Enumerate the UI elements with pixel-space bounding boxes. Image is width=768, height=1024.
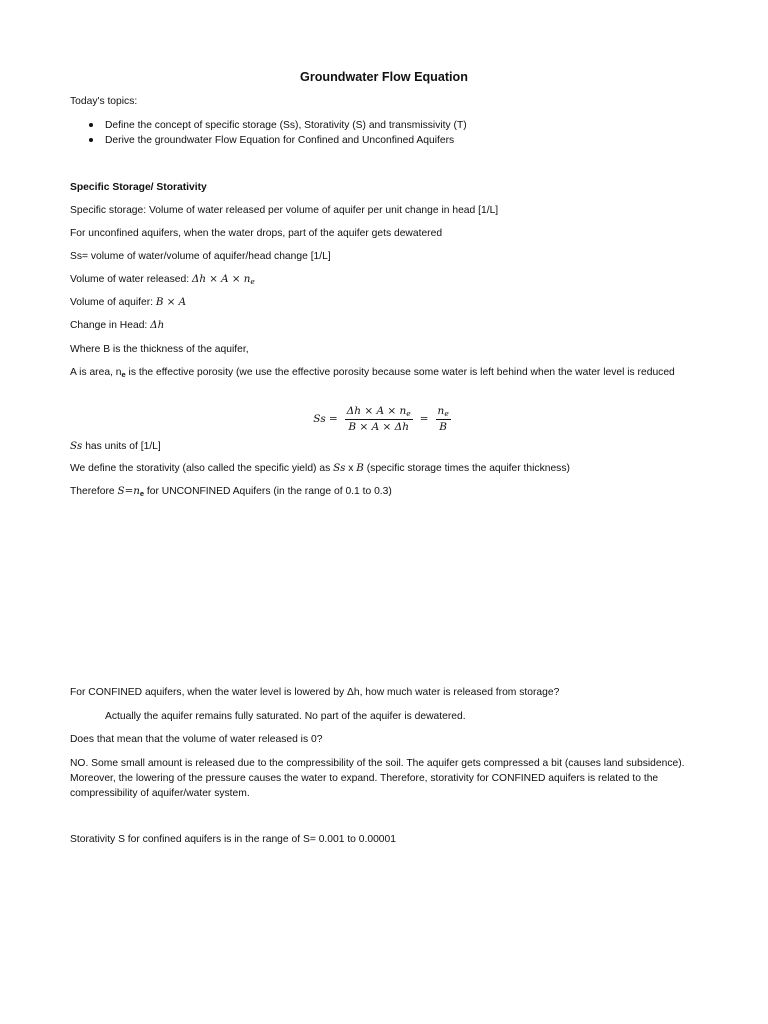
specific-storage-equation bbox=[0, 402, 768, 436]
ss-units-text: has units of [1/L] bbox=[82, 441, 161, 452]
equation-lhs: Ss bbox=[313, 413, 326, 425]
topic-item: Define the concept of specific storage (Ss), Storativity (S) and transmissivity (T) bbox=[70, 118, 467, 133]
unconfined-storativity-line bbox=[70, 484, 698, 501]
topics-list bbox=[70, 118, 467, 148]
volume-water-subscript: e bbox=[250, 277, 255, 286]
storativity-text: We define the storativity (also called the specific yield) as bbox=[70, 463, 334, 474]
volume-water-line bbox=[70, 272, 698, 289]
fraction-two-denominator: B bbox=[439, 421, 448, 433]
intro-text: Today's topics: bbox=[70, 96, 138, 107]
numerator-subscript: e bbox=[444, 409, 449, 418]
fraction-one bbox=[345, 405, 413, 433]
area-porosity-paragraph bbox=[70, 365, 698, 382]
numerator-subscript: e bbox=[406, 409, 411, 418]
head-change-label: Change in Head: bbox=[70, 320, 151, 331]
b-symbol: B bbox=[356, 462, 364, 474]
zero-question: Does that mean that the volume of water released is 0? bbox=[70, 734, 323, 745]
where-b-text: Where B is the thickness of the aquifer, bbox=[70, 344, 249, 355]
numerator-text: Δh × A × n bbox=[346, 405, 407, 417]
head-change-line bbox=[70, 318, 698, 333]
confined-range-note: Storativity S for confined aquifers is in the range of S= 0.001 to 0.00001 bbox=[70, 834, 396, 845]
topic-item: Derive the groundwater Flow Equation for Confined and Unconfined Aquifers bbox=[70, 133, 467, 148]
ss-symbol: Ss bbox=[333, 462, 346, 474]
compressibility-explanation: NO. Some small amount is released due to the compressibility of the soil. The aquifer gets compressed a bit (causes land subsidence). Moreover, the lowering of the pressure causes the water to expand. Therefore, storativity for CONFINED aquifers is related to the compressibility of aquifer/water system. bbox=[70, 758, 685, 799]
area-porosity-prefix: A is area, n bbox=[70, 367, 122, 378]
equals-sign: = bbox=[328, 413, 338, 425]
unconfined-note: For unconfined aquifers, when the water drops, part of the aquifer gets dewatered bbox=[70, 228, 443, 239]
document-title: Groundwater Flow Equation bbox=[300, 70, 468, 84]
times-text: x bbox=[345, 463, 357, 474]
volume-aquifer-expression: B × A bbox=[155, 296, 187, 308]
volume-water-label: Volume of water released: bbox=[70, 274, 192, 285]
storativity-definition bbox=[70, 461, 698, 476]
volume-aquifer-label: Volume of aquifer: bbox=[70, 297, 156, 308]
fraction-two-numerator bbox=[436, 405, 451, 420]
equals-sign-two: = bbox=[419, 413, 429, 425]
fraction-one-numerator bbox=[345, 405, 413, 420]
saturated-note: Actually the aquifer remains fully saturated. No part of the aquifer is dewatered. bbox=[105, 711, 466, 722]
ne-subscript: e bbox=[139, 489, 145, 498]
s-equals-ne: S=n bbox=[117, 485, 140, 497]
area-porosity-rest: is the effective porosity (we use the effective porosity because some water is left behind when the water level is reduced bbox=[125, 367, 675, 378]
numerator-text: n bbox=[437, 405, 445, 417]
ss-units-line bbox=[70, 439, 698, 454]
ss-definition: Ss= volume of water/volume of aquifer/head change [1/L] bbox=[70, 251, 331, 262]
ss-symbol: Ss bbox=[70, 440, 83, 452]
specific-storage-definition: Specific storage: Volume of water released per volume of aquifer per unit change in head [1/L] bbox=[70, 205, 499, 216]
area-porosity-subscript: e bbox=[121, 370, 126, 379]
section-heading: Specific Storage/ Storativity bbox=[70, 182, 207, 193]
therefore-text: Therefore bbox=[70, 486, 118, 497]
fraction-one-denominator: B × A × Δh bbox=[348, 421, 409, 433]
volume-water-expression: Δh × A × n bbox=[191, 273, 251, 285]
fraction-two bbox=[436, 405, 451, 433]
confined-question: For CONFINED aquifers, when the water level is lowered by Δh, how much water is released from storage? bbox=[70, 687, 560, 698]
head-change-expression: Δh bbox=[150, 319, 165, 331]
storativity-explanation: (specific storage times the aquifer thickness) bbox=[363, 463, 570, 474]
volume-aquifer-line bbox=[70, 295, 698, 310]
unconfined-range-text: for UNCONFINED Aquifers (in the range of 0.1 to 0.3) bbox=[144, 486, 392, 497]
